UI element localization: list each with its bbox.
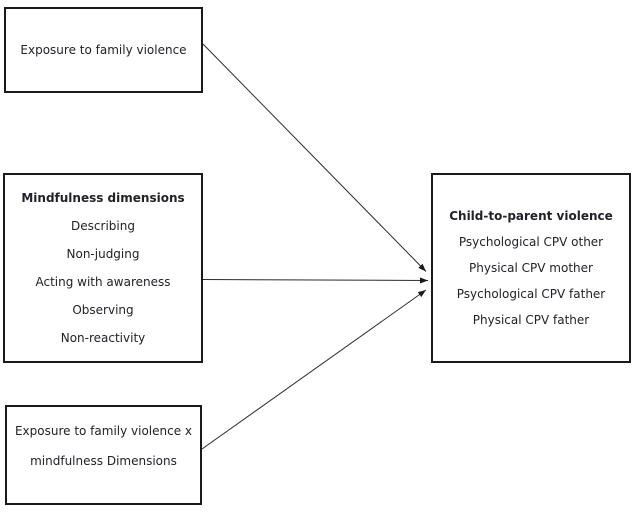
- cpv-item: Psychological CPV other: [458, 235, 604, 249]
- interaction-line-2: mindfulness Dimensions: [30, 454, 177, 468]
- interaction-line-1: Exposure to family violence x: [14, 424, 193, 438]
- arrow-interaction-to-cpv: [202, 290, 426, 449]
- mindfulness-item: Acting with awareness: [35, 275, 171, 289]
- mindfulness-item: Non-judging: [66, 247, 140, 261]
- cpv-item: Physical CPV mother: [469, 261, 593, 275]
- mindfulness-item: Non-reactivity: [60, 331, 146, 345]
- arrow-exposure-to-cpv: [203, 44, 426, 272]
- exposure-label: Exposure to family violence: [20, 43, 187, 57]
- cpv-box: [431, 173, 631, 363]
- cpv-title: Child-to-parent violence: [449, 209, 613, 223]
- interaction-box: [5, 405, 202, 505]
- mindfulness-item: Observing: [72, 303, 134, 317]
- mindfulness-title: Mindfulness dimensions: [21, 191, 185, 205]
- cpv-item: Psychological CPV father: [456, 287, 606, 301]
- mindfulness-box: [3, 173, 203, 363]
- arrow-mindfulness-to-cpv: [203, 280, 428, 281]
- exposure-box: [4, 7, 203, 93]
- mindfulness-item: Describing: [71, 219, 135, 233]
- cpv-item: Physical CPV father: [472, 313, 590, 327]
